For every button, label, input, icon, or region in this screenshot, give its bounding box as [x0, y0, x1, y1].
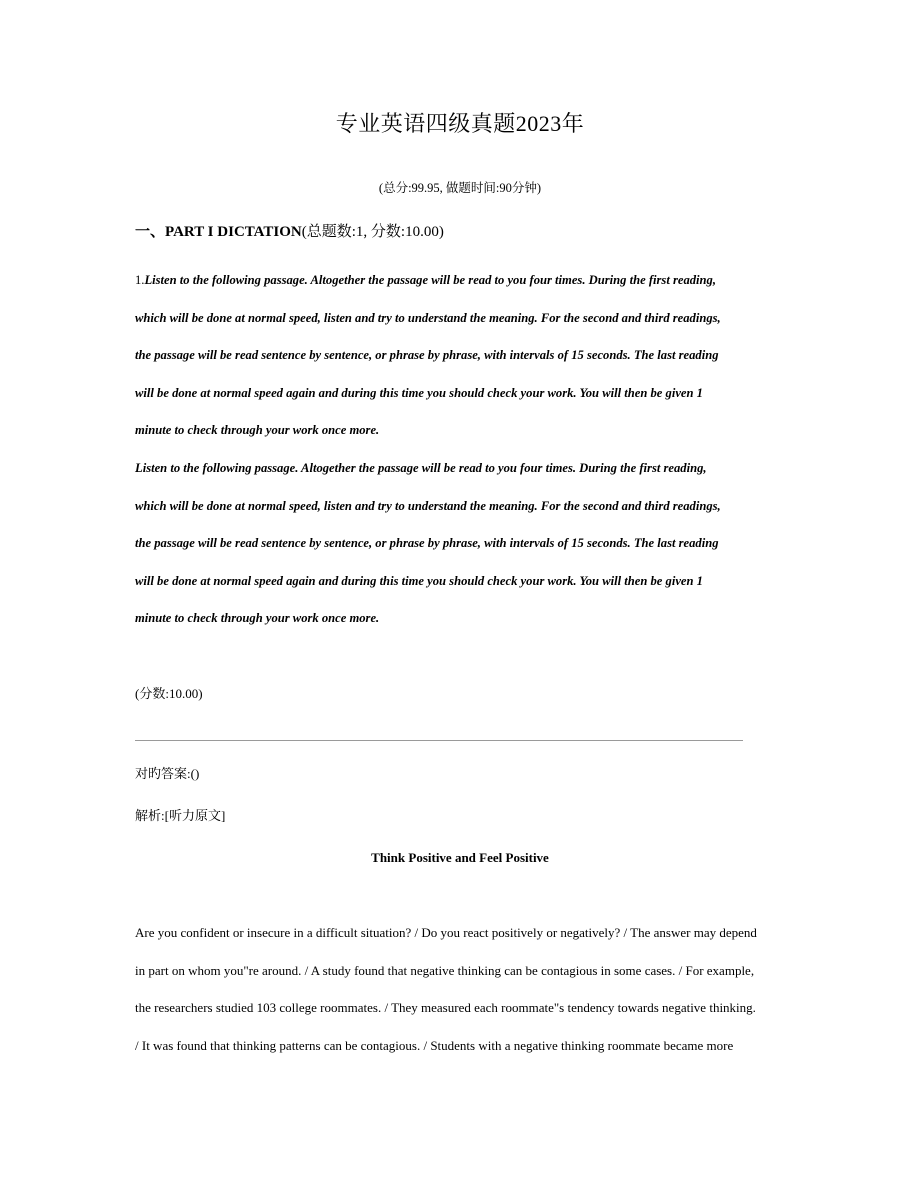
instruction-line: which will be done at normal speed, listen and try to understand the meaning. For the second and third readings, — [135, 310, 721, 325]
analysis-label: 解析:[听力原文] — [135, 808, 226, 823]
instruction-line: which will be done at normal speed, listen and try to understand the meaning. For the second and third readings, — [135, 498, 721, 513]
instruction-line: the passage will be read sentence by sentence, or phrase by phrase, with intervals of 15 seconds. The last reading — [135, 348, 719, 362]
instruction-line: the passage will be read sentence by sentence, or phrase by phrase, with intervals of 15 seconds. The last reading — [135, 536, 719, 550]
instruction-line: will be done at normal speed again and during this time you should check your work. You will then be given 1 — [135, 573, 703, 588]
passage-line: / It was found that thinking patterns can be contagious. / Students with a negative thinking roommate became more — [135, 1037, 734, 1053]
instruction-line: Listen to the following passage. Altogether the passage will be read to you four times. During the first reading, — [135, 461, 707, 475]
question-number: 1. — [135, 273, 145, 287]
question-instructions-repeat — [135, 458, 795, 646]
passage-line: the researchers studied 103 college roommates. / They measured each roommate"s tendency towards negative thinking. — [135, 1000, 756, 1015]
exam-meta: (总分:99.95, 做题时间:90分钟) — [378, 181, 542, 195]
correct-answer: 对旳答案:() — [135, 766, 200, 781]
section-name: PART I DICTATION — [165, 224, 302, 240]
section-info: (总题数:1, 分数:10.00) — [301, 224, 444, 240]
question-score: (分数:10.00) — [135, 686, 203, 701]
passage-title: Think Positive and Feel Positive — [371, 850, 549, 865]
instruction-line: minute to check through your work once more. — [135, 423, 380, 437]
instruction-line: minute to check through your work once more. — [135, 611, 380, 625]
passage-line: in part on whom you"re around. / A study found that negative thinking can be contagious in some cases. / For example, — [135, 962, 755, 978]
document-title: 专业英语四级真题2023年 — [335, 111, 585, 136]
passage-text — [135, 923, 795, 1073]
instruction-line: 1.Listen to the following passage. Altogether the passage will be read to you four times. During the first reading, — [135, 273, 716, 287]
section-heading — [135, 221, 444, 243]
section-prefix: 一、 — [135, 224, 166, 240]
question-instructions — [135, 270, 795, 458]
passage-line: Are you confident or insecure in a difficult situation? / Do you react positively or negatively? / The answer may depend — [135, 925, 757, 940]
instruction-line: will be done at normal speed again and during this time you should check your work. You will then be given 1 — [135, 385, 703, 400]
answer-line-divider — [135, 740, 743, 741]
